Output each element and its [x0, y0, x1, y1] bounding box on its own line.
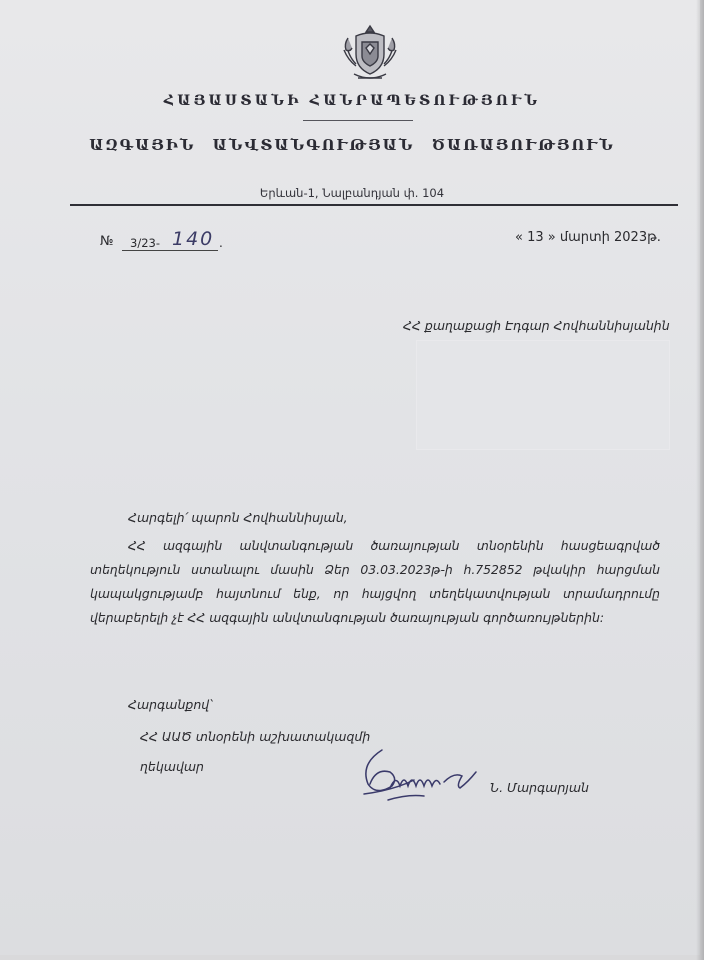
handwritten-signature-icon — [352, 742, 500, 812]
agency-address: Երևան-1, Նալբանդյան փ. 104 — [259, 186, 445, 200]
header-divider — [70, 204, 678, 206]
document-date: « 13 » մարտի 2023թ. — [515, 230, 661, 245]
document-number-handwritten: 140 — [172, 228, 215, 250]
document-number-dot: . — [219, 236, 223, 250]
agency-title: ԱԶԳԱՅԻՆ ԱՆՎՏԱՆԳՈՒԹՅԱՆ ԾԱՌԱՅՈՒԹՅՈՒՆ — [89, 136, 615, 154]
document-number-underline — [122, 250, 218, 251]
signer-title-line1: ՀՀ ԱԱԾ տնօրենի աշխատակազմի — [140, 729, 371, 744]
ministry-title: ՀԱՅԱՍՏԱՆԻ ՀԱՆՐԱՊԵՏՈՒԹՅՈՒՆ — [163, 93, 541, 109]
letter-body: ՀՀ ազգային անվտանգության ծառայության տնօրենին հասցեագրված տեղեկություն ստանալու մասին Ձեր 03.03.2023թ-ի հ.752852 թվակիր հարցման կապակցությամբ հայտնում ենք, որ հայցվող տեղեկատվության տրամադրումը վերաբերելի չէ ՀՀ ազգային անվտանգության ծառայության գործառույթներին: — [90, 538, 660, 625]
redacted-address-block — [416, 340, 670, 450]
signer-name: Ն. Մարգարյան — [490, 780, 589, 795]
signer-title-line2: ղեկավար — [140, 759, 204, 774]
letter-closing: Հարգանքով՝ — [128, 697, 213, 712]
letter-salutation: Հարգելի՛ պարոն Հովհաննիսյան, — [128, 510, 348, 525]
addressee-name: ՀՀ քաղաքացի Էդգար Հովհաննիսյանին — [403, 318, 670, 333]
document-number-label: № — [100, 234, 114, 249]
armenia-coat-of-arms-icon — [338, 22, 402, 86]
document-number-prefix: 3/23- — [130, 236, 160, 250]
title-underline — [303, 120, 413, 121]
